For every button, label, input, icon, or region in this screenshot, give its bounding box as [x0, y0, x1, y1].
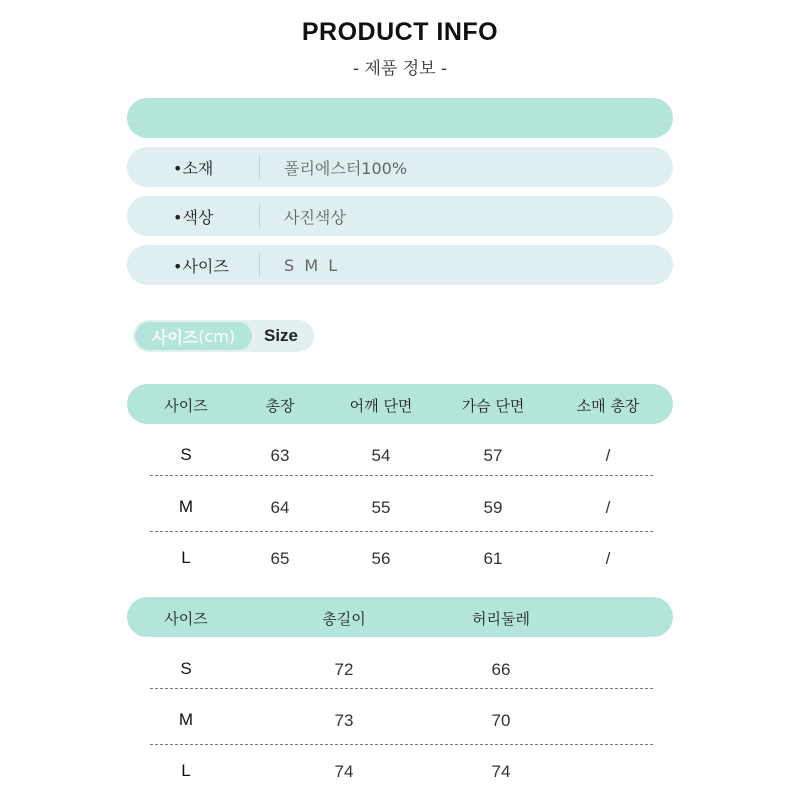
row-divider [150, 688, 653, 689]
info-row-material [127, 147, 673, 187]
info-value: 사진색상 [284, 207, 346, 227]
table-cell: M [178, 497, 194, 516]
table-cell: 74 [334, 762, 354, 781]
table-cell: 56 [371, 549, 391, 568]
table-cell: S [180, 445, 192, 464]
top-table-header [127, 384, 673, 424]
page-title: PRODUCT INFO [301, 18, 499, 46]
row-divider [150, 475, 653, 476]
table-cell: 57 [483, 446, 503, 465]
table-cell: M [178, 710, 194, 729]
top-header-cell: 어깨 단면 [349, 397, 413, 415]
table-cell: 61 [483, 549, 503, 568]
table-cell: 74 [491, 762, 511, 781]
size-tab-cm-label: 사이즈 [151, 327, 199, 347]
table-cell: / [605, 446, 611, 465]
table-cell: 55 [371, 498, 391, 517]
table-cell: 66 [491, 660, 511, 679]
info-value: S M L [284, 255, 338, 275]
size-tab-size: Size [263, 326, 299, 345]
size-tab-cm-unit: (cm) [198, 326, 236, 346]
table-cell: 54 [371, 446, 391, 465]
table-cell: / [605, 549, 611, 568]
info-header-bar [127, 98, 673, 138]
info-row-size [127, 245, 673, 285]
table-cell: 63 [270, 446, 290, 465]
table-cell: 64 [270, 498, 290, 517]
top-header-cell: 총장 [265, 397, 295, 415]
info-label: •소재 [173, 158, 214, 178]
top-header-cell: 가슴 단면 [461, 397, 525, 415]
info-value: 폴리에스터100% [284, 158, 408, 178]
table-cell: S [180, 659, 192, 678]
table-cell: 65 [270, 549, 290, 568]
info-label: •사이즈 [173, 256, 229, 276]
size-tab-cm [135, 322, 252, 350]
table-cell: 59 [483, 498, 503, 517]
page-subtitle: - 제품 정보 - [352, 59, 448, 79]
table-cell: / [605, 498, 611, 517]
table-cell: 72 [334, 660, 354, 679]
bottom-header-cell: 허리둘레 [472, 610, 530, 628]
info-row-color [127, 196, 673, 236]
top-header-cell: 사이즈 [164, 397, 208, 415]
bottom-header-cell: 총길이 [322, 610, 366, 628]
bottom-header-cell: 사이즈 [164, 610, 208, 628]
row-divider [150, 744, 653, 745]
table-cell: L [181, 548, 191, 567]
table-cell: 73 [334, 711, 354, 730]
row-divider [150, 531, 653, 532]
top-header-cell: 소매 총장 [576, 397, 640, 415]
table-cell: 70 [491, 711, 511, 730]
bottom-table-header [127, 597, 673, 637]
info-label: •색상 [173, 207, 214, 227]
table-cell: L [181, 761, 191, 780]
